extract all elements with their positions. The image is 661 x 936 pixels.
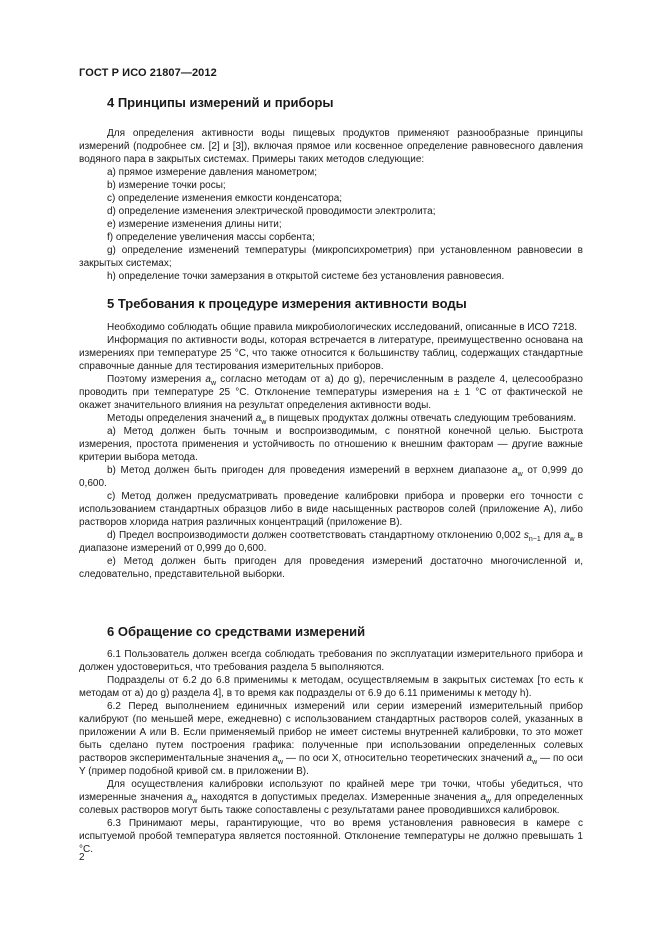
section-5-title: 5 Требования к процедуре измерения активности воды [107, 296, 467, 311]
paragraph: Поэтому измерения $a_w$ согласно методам от a) до g), перечисленным в разделе 4, целесообразно проводить при температуре 25 °С. Отклонение температуры измерения на ± 1 °С от фактической не окажет значительного влияния на результат определения активности воды. [79, 374, 583, 411]
list-item: f) определение увеличения массы сорбента; [107, 232, 315, 243]
requirement-e: e) Метод должен быть пригоден для проведения измерений достаточно многочисленной и, следовательно, представительной выборки. [79, 556, 583, 580]
paragraph: Необходимо соблюдать общие правила микробиологических исследований, описанные в ИСО 7218. [107, 322, 578, 333]
section-4-title: 4 Принципы измерений и приборы [107, 95, 334, 110]
requirement-d: d) Предел воспроизводимости должен соответствовать стандартному отклонению 0,002 $s_{n-1}$ для $a_w$ в диапазоне измерений от 0,999 до 0,600. [79, 530, 583, 554]
list-item: a) прямое измерение давления манометром; [107, 167, 318, 178]
paragraph: Подразделы от 6.2 до 6.8 применимы к методам, осуществляемым в закрытых системах [то есть к методам от a) до g) раздела 4], в то время как подразделы от 6.9 до 6.11 применимы к методу h). [79, 675, 583, 699]
page-number: 2 [79, 852, 85, 863]
list-item: b) измерение точки росы; [107, 180, 226, 191]
paragraph: Информация по активности воды, которая встречается в литературе, преимущественно основана на измерениях при температуре 25 °С, что также относится к большинству таблиц, содержащих стандартные справочные данные для тестирования измерительных приборов. [79, 335, 583, 372]
list-item: d) определение изменения электрической проводимости электролита; [107, 206, 436, 217]
section-4-body [79, 127, 583, 283]
section-5-body [79, 321, 583, 581]
paragraph: 6.3 Принимают меры, гарантирующие, что во время установления равновесия в камере с испытуемой пробой температура является постоянной. Отклонение температуры не должно превышать 1 °С. [79, 818, 583, 855]
paragraph: 6.1 Пользователь должен всегда соблюдать требования по эксплуатации измерительного прибора и должен удостовериться, что требования раздела 5 выполняются. [79, 649, 583, 673]
list-item: c) определение изменения емкости конденсатора; [107, 193, 343, 204]
requirement-c: c) Метод должен предусматривать проведение калибровки прибора и проверки его точности с использованием стандартных образцов либо в виде насыщенных растворов солей (приложение А), либо растворов хлорида натрия различных концентраций (приложение В). [79, 491, 583, 528]
list-item: e) измерение изменения длины нити; [107, 219, 282, 230]
requirement-b: b) Метод должен быть пригоден для проведения измерений в верхнем диапазоне $a_w$ от 0,999 до 0,600. [79, 465, 583, 489]
document-header: ГОСТ Р ИСО 21807—2012 [79, 67, 217, 79]
section-6-body [79, 648, 583, 856]
paragraph: 6.2 Перед выполнением единичных измерений или серии измерений измерительный прибор калибруют (по меньшей мере, ежедневно) с использованием стандартных растворов солей, указанных в приложении А или В. Если применяемый прибор не имеет системы внутренней калибровки, то это может быть сделано путем построения графика: полученные при использовании определенных солевых растворов экспериментальные значения $a_w$ — по оси X, относительно теоретических значений $a_w$ — по оси Y (пример подобной кривой см. в приложении В). [79, 701, 583, 777]
requirement-a: a) Метод должен быть точным и воспроизводимым, с понятной конечной целью. Быстрота измерения, простота применения и устойчивость по отношению к внешним факторам — другие важные критерии выбора метода. [79, 426, 583, 463]
section-4-intro: Для определения активности воды пищевых продуктов применяют разнообразные принципы измерений (подробнее см. [2] и [3]), включая прямое или косвенное определение равновесного давления водяного пара в закрытых системах. Примеры таких методов следующие: [79, 128, 583, 165]
section-6-title: 6 Обращение со средствами измерений [107, 624, 366, 639]
list-item: h) определение точки замерзания в открытой системе без установления равновесия. [107, 271, 505, 282]
paragraph: Для осуществления калибровки используют по крайней мере три точки, чтобы убедиться, что измеренные значения $a_w$ находятся в допустимых пределах. Измеренные значения $a_w$ для определенных солевых растворов могут быть также сопоставлены с результатами ранее проводившихся калибровок. [79, 779, 583, 816]
list-item: g) определение изменений температуры (микропсихрометрия) при установленном равновесии в закрытых системах; [79, 245, 583, 269]
paragraph: Методы определения значений $a_w$ в пищевых продуктах должны отвечать следующим требованиям. [107, 413, 576, 426]
